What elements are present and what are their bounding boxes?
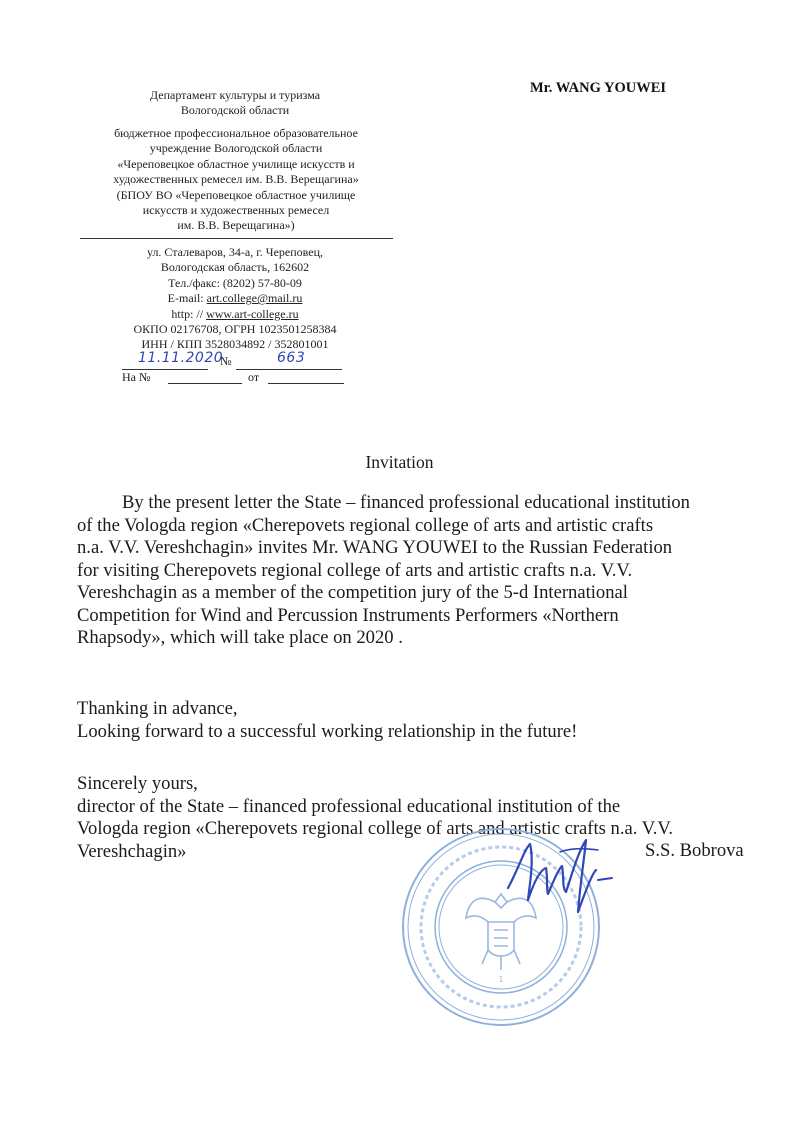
body-line: Rhapsody», which will take place on 2020 . bbox=[77, 627, 403, 648]
body-line: By the present letter the State – financed professional educational institution bbox=[122, 492, 690, 513]
body-line: for visiting Cherepovets regional college of arts and artistic crafts n.a. V.V. bbox=[77, 559, 633, 581]
email-line bbox=[100, 291, 370, 306]
department-block bbox=[100, 88, 370, 119]
ref-date-blank bbox=[268, 370, 344, 384]
institution-line: им. В.В. Верещагина») bbox=[177, 218, 295, 233]
addressee: Mr. WANG YOUWEI bbox=[530, 80, 667, 96]
inn-line: ИНН / КПП 3528034892 / 352801001 bbox=[141, 337, 329, 352]
institution-line: искусств и художественных ремесел bbox=[142, 203, 330, 218]
body-line: Competition for Wind and Percussion Instruments Performers «Northern bbox=[77, 604, 619, 626]
institution-block bbox=[86, 126, 386, 234]
web-link[interactable]: www.art-college.ru bbox=[206, 306, 299, 321]
department-line: Департамент культуры и туризма bbox=[149, 88, 321, 102]
letterhead-divider bbox=[80, 238, 393, 239]
thanks-block bbox=[77, 698, 767, 743]
institution-line: (БПОУ ВО «Череповецкое областное училище bbox=[116, 187, 356, 202]
reference-line bbox=[122, 370, 352, 386]
thanks-line: Looking forward to a successful working relationship in the future! bbox=[77, 720, 578, 742]
email-link[interactable]: art.college@mail.ru bbox=[206, 291, 303, 306]
closing-line: Vologda region «Cherepovets regional college of arts and artistic crafts n.a. V.V. bbox=[77, 818, 674, 839]
letter-title: Invitation bbox=[365, 452, 434, 472]
body-line: Vereshchagin as a member of the competition jury of the 5-d International bbox=[77, 582, 628, 603]
body-line: of the Vologda region «Cherepovets regional college of arts and artistic crafts bbox=[77, 514, 654, 536]
institution-line: художественных ремесел им. В.В. Верещагина» bbox=[113, 172, 359, 187]
closing-line: Sincerely yours, bbox=[77, 773, 198, 794]
closing-line: Vereshchagin» bbox=[77, 840, 187, 862]
signer-name: S.S. Bobrova bbox=[645, 840, 744, 861]
handwritten-number: 663 bbox=[277, 350, 306, 366]
address-line: ул. Сталеваров, 34-а, г. Череповец, bbox=[146, 245, 324, 259]
thanks-line: Thanking in advance, bbox=[77, 698, 238, 719]
institution-line: бюджетное профессиональное образовательное bbox=[114, 126, 358, 140]
ref-from-label: от bbox=[248, 370, 260, 384]
handwritten-date: 11.11.2020 bbox=[138, 350, 224, 366]
institution-line: учреждение Вологодской области bbox=[149, 141, 323, 156]
institution-line: «Череповецкое областное училище искусств и bbox=[117, 156, 355, 171]
email-label: E-mail: bbox=[167, 291, 207, 306]
ref-label: На № bbox=[122, 370, 151, 384]
department-line: Вологодской области bbox=[180, 103, 290, 118]
body-paragraph bbox=[77, 492, 767, 650]
address-line: Вологодская область, 162602 bbox=[160, 260, 310, 275]
web-label: http: // bbox=[171, 306, 207, 321]
signature-icon bbox=[500, 830, 620, 920]
body-line: n.a. V.V. Vereshchagin» invites Mr. WANG YOUWEI to the Russian Federation bbox=[77, 537, 673, 558]
ref-number-blank bbox=[168, 370, 242, 384]
okpo-line: ОКПО 02176708, ОГРН 1023501258384 bbox=[133, 322, 337, 337]
number-label: № bbox=[220, 354, 232, 368]
address-block bbox=[100, 245, 370, 353]
svg-text:1: 1 bbox=[498, 975, 504, 984]
web-line bbox=[100, 307, 370, 322]
phone-line: Тел./факс: (8202) 57-80-09 bbox=[168, 275, 302, 290]
closing-line: director of the State – financed professional educational institution of the bbox=[77, 795, 621, 817]
